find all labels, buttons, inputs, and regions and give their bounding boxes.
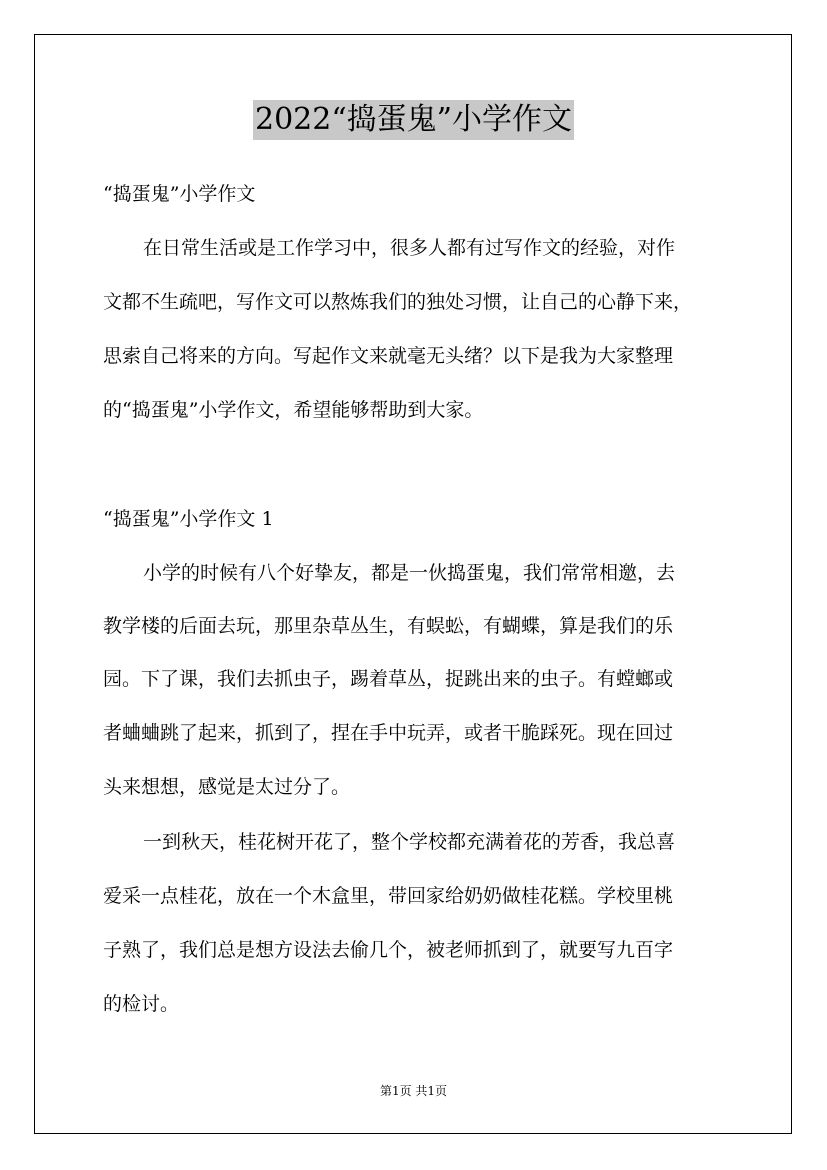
- paragraph-line: 子熟了，我们总是想方设法去偷几个，被老师抓到了，就要写九百字: [103, 939, 674, 961]
- paragraph-line: 教学楼的后面去玩，那里杂草丛生，有蜈蚣，有蝴蝶，算是我们的乐: [103, 615, 674, 637]
- title-container: [0, 100, 827, 140]
- paragraph-line: 爱采一点桂花，放在一个木盒里，带回家给奶奶做桂花糕。学校里桃: [103, 885, 674, 907]
- document-title: 2022“捣蛋鬼”小学作文: [253, 100, 574, 140]
- section-heading: “捣蛋鬼”小学作文 1: [103, 508, 274, 530]
- intro-line: 在日常生活或是工作学习中，很多人都有过写作文的经验，对作: [143, 237, 676, 259]
- intro-line: 的“捣蛋鬼”小学作文，希望能够帮助到大家。: [103, 399, 484, 421]
- page-footer: 第1页 共1页: [379, 1084, 448, 1098]
- document-subtitle: “捣蛋鬼”小学作文: [103, 183, 256, 205]
- paragraph-line: 小学的时候有八个好挚友，都是一伙捣蛋鬼，我们常常相邀，去: [143, 562, 676, 584]
- paragraph-line: 者蛐蛐跳了起来，抓到了，捏在手中玩弄，或者干脆踩死。现在回过: [103, 722, 674, 744]
- paragraph-line: 一到秋天，桂花树开花了，整个学校都充满着花的芳香，我总喜: [143, 831, 676, 853]
- paragraph-line: 的检讨。: [103, 993, 180, 1015]
- paragraph-line: 头来想想，感觉是太过分了。: [103, 776, 351, 798]
- intro-line: 文都不生疏吧，写作文可以熬炼我们的独处习惯，让自己的心静下来，: [103, 291, 693, 313]
- paragraph-line: 园。下了课，我们去抓虫子，踢着草丛，捉跳出来的虫子。有螳螂或: [103, 668, 674, 690]
- intro-line: 思索自己将来的方向。写起作文来就毫无头绪？以下是我为大家整理: [103, 345, 674, 367]
